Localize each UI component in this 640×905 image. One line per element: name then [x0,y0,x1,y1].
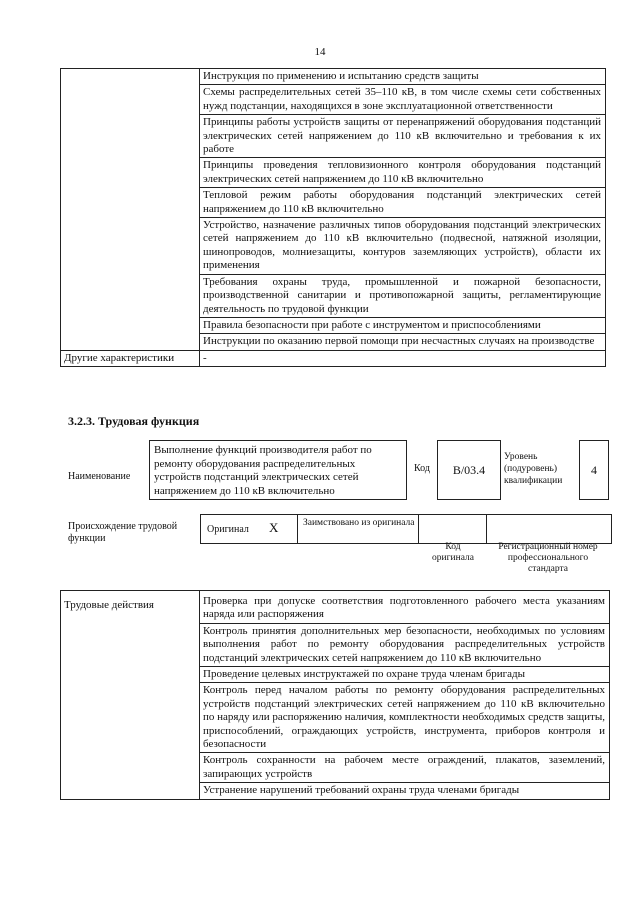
code-label: Код [414,463,430,474]
knowledge-item: Инструкции по оказанию первой помощи при несчастных случаях на производстве [200,334,606,350]
divider [297,515,298,543]
page-number: 14 [314,46,326,58]
knowledge-item: Тепловой режим работы оборудования подстанций электрических сетей напряжением до 110 кВ включительно [200,188,606,218]
original-label: Оригинал [207,524,249,535]
divider [418,515,419,543]
labor-action: Устранение нарушений требований охраны труда членами бригады [200,783,610,799]
original-mark: X [269,520,279,535]
borrowed-label: Заимствовано из оригинала [303,518,415,528]
origin-label: Происхождение трудовой функции [68,521,178,544]
function-name-box: Выполнение функций производителя работ по ремонту оборудования распределительных устройств подстанций электрических сетей напряжением до 110 кВ включительно [149,440,407,500]
level-box: 4 [579,440,609,500]
labor-actions-table [60,590,610,800]
table-row [61,69,606,85]
knowledge-table [60,68,606,367]
origin-box [200,514,612,544]
knowledge-item: Схемы распределительных сетей 35–110 кВ, в том числе схемы сети собственных нужд подстанции, находящихся в зоне эксплуатационной ответственности [200,85,606,115]
labor-action: Контроль принятия дополнительных мер безопасности, необходимых по условиям выполнения работ по ремонту оборудования распределительных устройств подстанций электрических сетей напряжением до 110 кВ включительно [200,623,610,666]
other-characteristics-value: - [200,350,606,366]
code-box: B/03.4 [437,440,501,500]
knowledge-label-cell [61,69,200,351]
section-title: 3.2.3. Трудовая функция [68,414,200,428]
divider [486,515,487,543]
labor-action: Проверка при допуске соответствия подготовленного рабочего места указаниям наряда или распоряжения [200,591,610,624]
table-row [61,591,610,624]
labor-action: Проведение целевых инструктажей по охране труда членам бригады [200,667,610,683]
knowledge-item: Правила безопасности при работе с инструментом и приспособлениями [200,317,606,333]
knowledge-item: Требования охраны труда, промышленной и пожарной безопасности, производственной санитарии и противопожарной защиты, регламентирующие деятельность по трудовой функции [200,274,606,317]
table-row [61,350,606,366]
origin-code-caption: Код оригинала [432,542,474,563]
labor-action: Контроль перед началом работы по ремонту оборудования распределительных устройств подстанций электрических сетей напряжением до 110 кВ включительно по наряду или распоряжению наличия, комплектности необходимых средств защиты, приспособлений, ограждающих устройств, инструмента, приборов контроля и безопасности [200,683,610,753]
level-label: Уровень (подуровень) квалификации [504,452,563,486]
reg-number-caption: Регистрационный номер профессионального стандарта [498,542,598,574]
knowledge-item: Принципы проведения тепловизионного контроля оборудования подстанций электрических сетей напряжением до 110 кВ включительно [200,158,606,188]
knowledge-item: Принципы работы устройств защиты от перенапряжений оборудования подстанций электрических сетей напряжением до 110 кВ включительно и требования к их работе [200,115,606,158]
labor-actions-label: Трудовые действия [61,591,200,800]
name-label: Наименование [68,471,131,482]
knowledge-item: Инструкция по применению и испытанию средств защиты [200,69,606,85]
other-characteristics-label: Другие характеристики [61,350,200,366]
labor-action: Контроль сохранности на рабочем месте ограждений, плакатов, заземлений, запирающих устройств [200,753,610,783]
knowledge-item: Устройство, назначение различных типов оборудования подстанций электрических сетей напряжением до 110 кВ включительно (подвесной, натяжной изоляции, шинопроводов, молниезащиты, контуров заземляющих устройств), области их применения [200,218,606,275]
